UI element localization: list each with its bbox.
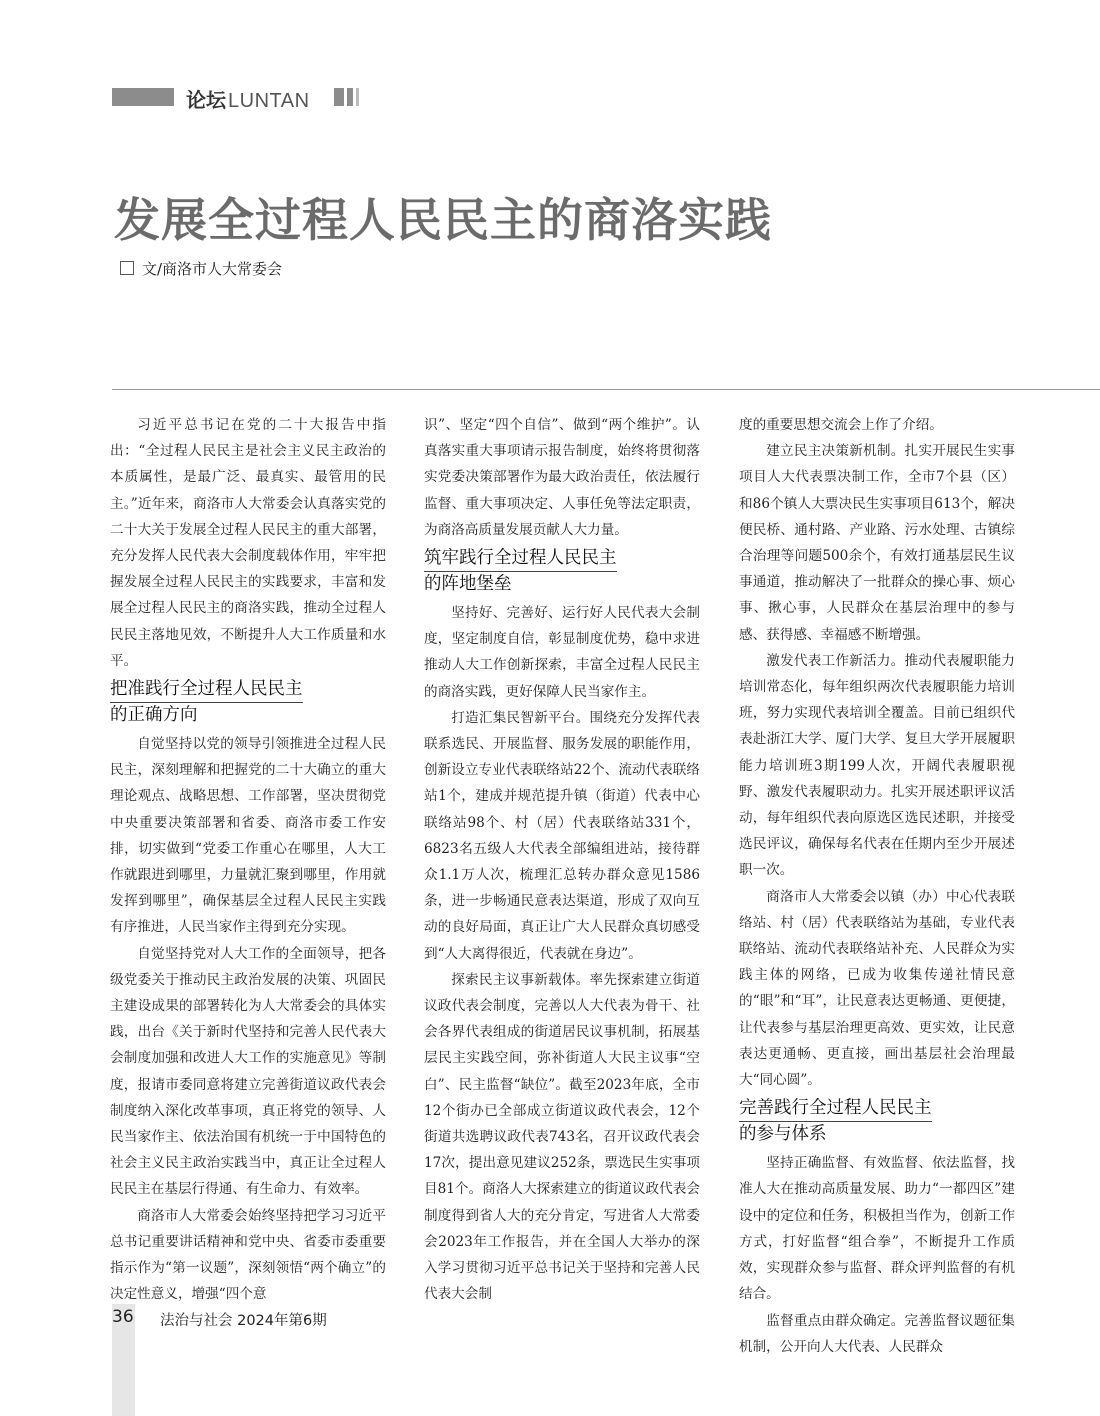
paragraph: 自觉坚持党对人大工作的全面领导，把各级党委关于推动民主政治发展的决策、巩固民主建设成果的部署转化为人大常委会的具体实践，出台《关于新时代坚持和完善人民代表大会制度加强和改进人大工作的实施意见》等制度，报请市委同意将建立完善街道议政代表会制度纳入深化改革事项，真正将党的领导、人民当家作主、依法治国有机统一于中国特色的社会主义民主政治实践当中，真正让全过程人民民主在基层行得通、有生命力、有效率。 [110,945,386,1198]
byline-text: 文/商洛市人大常委会 [142,260,283,278]
paragraph: 激发代表工作新活力。推动代表履职能力培训常态化，每年组织两次代表履职能力培训班，努力实现代表培训全覆盖。目前已组织代表赴浙江大学、厦门大学、复旦大学开展履职能力培训班3期199人次，开阔代表履职视野、激发代表履职动力。扎实开展述职评议活动，每年组织代表向原选区选民述职，并接受选民评议，确保每名代表在任期内至少开展述职一次。 [739,652,1015,879]
paragraph: 商洛市人大常委会始终坚持把学习习近平总书记重要讲话精神和党中央、省委市委重要指示作为“第一议题”，深刻领悟“两个确立”的决定性意义，增强“四个意 [110,1207,386,1303]
section-heading: 筑牢践行全过程人民民主 的阵地堡垒 [424,548,617,595]
text-column-2 [424,412,700,1308]
section-label [186,84,310,113]
text-column-1 [110,412,386,1308]
paragraph: 习近平总书记在党的二十大报告中指出：“全过程人民民主是社会主义民主政治的本质属性，是最广泛、最真实、最管用的民主。”近年来，商洛市人大常委会认真落实党的二十大关于发展全过程人民民主的重大部署，充分发挥人民代表大会制度载体作用，牢牢把握发展全过程人民民主的实践要求，丰富和发展全过程人民民主的商洛实践，推动全过程人民民主落地见效，不断提升人大工作质量和水平。 [110,417,386,669]
paragraph: 自觉坚持以党的领导引领推进全过程人民民主，深刻理解和把握党的二十大确立的重大理论观点、战略思想、工作部署，坚决贯彻党中央重要决策部署和省委、商洛市委工作安排，切实做到“党委工作重心在哪里，人大工作就跟进到哪里，力量就汇聚到哪里，作用就发挥到哪里”，确保基层全过程人民民主实践有序推进，人民当家作主得到充分实现。 [110,736,386,936]
paragraph: 监督重点由群众确定。完善监督议题征集机制，公开向人大代表、人民群众 [739,1312,1015,1355]
section-label-en: LUNTAN [228,90,310,112]
paragraph: 打造汇集民智新平台。围绕充分发挥代表联系选民、开展监督、服务发展的职能作用，创新设立专业代表联络站22个、流动代表联络站1个，建成并规范提升镇（街道）代表中心联络站98个、村（居）代表联络站331个，6823名五级人大代表全部编组进站，接待群众1.1万人次，梳理汇总转办群众意见1586条，进一步畅通民意表达渠道，形成了双向互动的良好局面，真正让广大人民群众真切感受到“人大离得很近，代表就在身边”。 [424,709,700,962]
paragraph: 识”、坚定“四个自信”、做到“两个维护”。认真落实重大事项请示报告制度，始终将贯彻落实党委决策部署作为最大政治责任，依法履行监督、重大事项决定、人事任免等法定职责，为商洛高质量发展贡献人大力量。 [424,417,700,538]
paragraph: 商洛市人大常委会以镇（办）中心代表联络站、村（居）代表联络站为基础，专业代表联络站、流动代表联络站补充、人民群众为实践主体的网络，已成为收集传递社情民意的“眼”和“耳”，让民意表达更畅通、更便捷，让代表参与基层治理更高效、更实效，让民意表达更通畅、更直接，画出基层社会治理最大“同心圆”。 [739,888,1015,1089]
journal-name: 法治与社会 2024年第6期 [160,1313,327,1329]
article-title: 发展全过程人民民主的商洛实践 [114,193,772,247]
paragraph: 建立民主决策新机制。扎实开展民生实事项目人大代表票决制工作，全市7个县（区）和86个镇人大票决民生实事项目613个，解决便民桥、通村路、产业路、污水处理、古镇综合治理等问题500余个，有效打通基层民生议事通道，推动解决了一批群众的操心事、烦心事、揪心事，人民群众在基层治理中的参与感、获得感、幸福感不断增强。 [739,443,1015,643]
paragraph: 坚持正确监督、有效监督、依法监督，找准人大在推动高质量发展、助力“一都四区”建设中的定位和任务，积极担当作为，创新工作方式，打好监督“组合拳”，不断提升工作质效，实现群众参与监督、群众评判监督的有机结合。 [739,1155,1015,1303]
section-heading: 完善践行全过程人民民主 的参与体系 [739,1098,932,1145]
paragraph: 坚持好、完善好、运行好人民代表大会制度，坚定制度自信，彰显制度优势，稳中求进推动人大工作创新探索，丰富全过程人民民主的商洛实践，更好保障人民当家作主。 [424,605,700,700]
section-header-bar [112,88,174,106]
section-heading: 把准践行全过程人民民主 的正确方向 [110,679,303,726]
page-number: 36 [112,1307,134,1327]
paragraph: 度的重要思想交流会上作了介绍。 [739,417,943,433]
text-column-3 [739,412,1015,1360]
byline-box-icon [120,261,134,275]
title-divider [112,389,1100,390]
paragraph: 探索民主议事新载体。率先探索建立街道议政代表会制度，完善以人大代表为骨干、社会各界代表组成的街道居民议事机制，拓展基层民主实践空间，弥补街道人大民主议事“空白”、民主监督“缺位”。截至2023年底，全市12个街办已全部成立街道议政代表会，12个街道共选聘议政代表743名，召开议政代表会17次，提出意见建议252条，票选民生实事项目81个。商洛人大探索建立的街道议政代表会制度得到省人大的充分肯定，写进省人大常委会2023年工作报告，并在全国人大举办的深入学习贯彻习近平总书记关于坚持和完善人民代表大会制 [424,971,700,1303]
section-label-cn: 论坛 [186,88,226,112]
byline [120,258,282,279]
